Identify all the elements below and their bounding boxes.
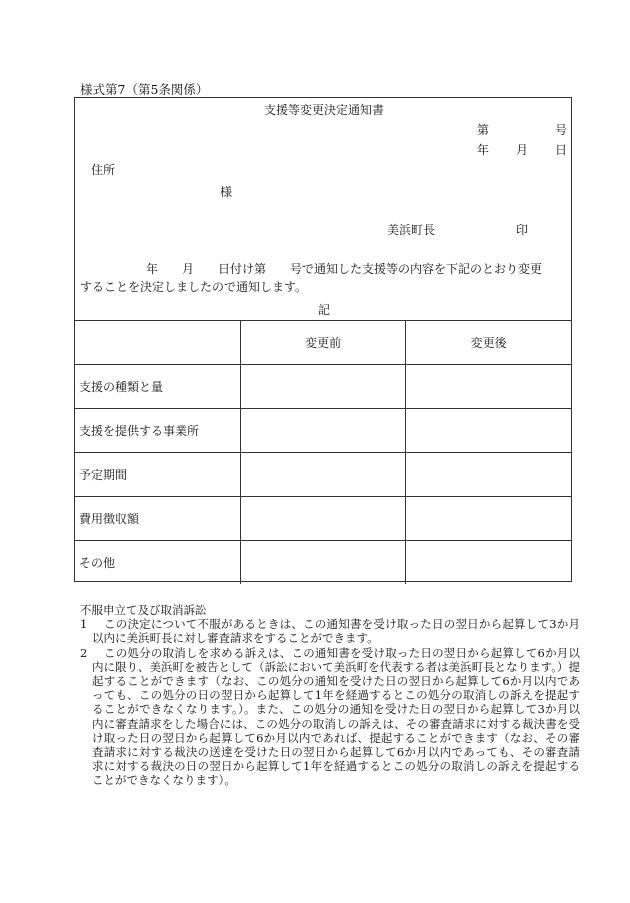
- cell-after[interactable]: [406, 453, 571, 497]
- note-number: 2: [80, 645, 88, 660]
- cell-after[interactable]: [406, 365, 571, 409]
- appeal-notes: [80, 603, 580, 788]
- intro-text: [80, 260, 570, 296]
- table-row: [75, 409, 571, 453]
- note-text: この決定について不服があるときは、この通知書を受け取った日の翌日から起算して3か月以内に美浜町長に対し審査請求をすることができます。: [92, 617, 580, 646]
- note-item-1: [80, 617, 580, 645]
- row-label-other: その他: [75, 541, 241, 585]
- note-item-2: [80, 646, 580, 788]
- document-title: 支援等変更決定通知書: [263, 103, 384, 117]
- cell-after[interactable]: [406, 497, 571, 541]
- intro-line-2: することを決定しましたので通知します。: [80, 280, 308, 294]
- address-label: 住所: [91, 163, 116, 177]
- note-number: 1: [80, 617, 88, 632]
- header-cell-empty: [75, 321, 241, 365]
- intro-line-1: 年 月 日付け第 号で通知した支援等の内容を下記のとおり変更: [146, 262, 543, 276]
- number-prefix: 第: [477, 123, 490, 137]
- issuer: 美浜町長: [387, 223, 436, 237]
- change-table: [75, 320, 571, 584]
- row-label-fee: 費用徴収額: [75, 497, 241, 541]
- date-month: 月: [516, 143, 529, 157]
- table-header-row: [75, 321, 571, 365]
- seal-mark: 印: [516, 223, 529, 237]
- date-day: 日: [555, 143, 568, 157]
- date-year: 年: [477, 143, 490, 157]
- cell-after[interactable]: [406, 409, 571, 453]
- row-label-period: 予定期間: [75, 453, 241, 497]
- cell-before[interactable]: [241, 365, 406, 409]
- header-after: 変更後: [406, 321, 571, 365]
- notes-heading: 不服申立て及び取消訴訟: [80, 603, 207, 617]
- header-before: 変更前: [241, 321, 406, 365]
- row-label-provider: 支援を提供する事業所: [75, 409, 241, 453]
- notice-form: [74, 97, 572, 582]
- number-suffix: 号: [555, 123, 568, 137]
- note-text: この処分の取消しを求める訴えは、この通知書を受け取った日の翌日から起算して6か月以内に限り、美浜町を被告として（訴訟において美浜町を代表する者は美浜町長となります。）提起することができます（なお、この処分の通知を受けた日の翌日から起算して6か月以内であっても、この処分の日の翌日から起算して1年を経過するとこの処分の取消しの訴えを提起することができなくなります。）。また、この処分の通知を受けた日の翌日から起算して3か月以内に審査請求をした場合には、この処分の取消しの訴えは、その審査請求に対する裁決書を受け取った日の翌日から起算して6か月以内であれば、提起することができます（なお、その審査請求に対する裁決の送達を受けた日の翌日から起算して6か月以内であっても、その審査請求に対する裁決の日の翌日から起算して1年を経過するとこの処分の取消しの訴えを提起することができなくなります）。: [92, 645, 580, 788]
- ki-label: 記: [317, 303, 330, 317]
- cell-before[interactable]: [241, 409, 406, 453]
- form-label: 様式第7（第5条関係）: [80, 82, 209, 97]
- table-row: [75, 453, 571, 497]
- honorific: 様: [220, 185, 233, 199]
- cell-after[interactable]: [406, 541, 571, 585]
- cell-before[interactable]: [241, 541, 406, 585]
- cell-before[interactable]: [241, 453, 406, 497]
- row-label-support-type: 支援の種類と量: [75, 365, 241, 409]
- table-row: [75, 497, 571, 541]
- table-row: [75, 365, 571, 409]
- cell-before[interactable]: [241, 497, 406, 541]
- table-row: [75, 541, 571, 585]
